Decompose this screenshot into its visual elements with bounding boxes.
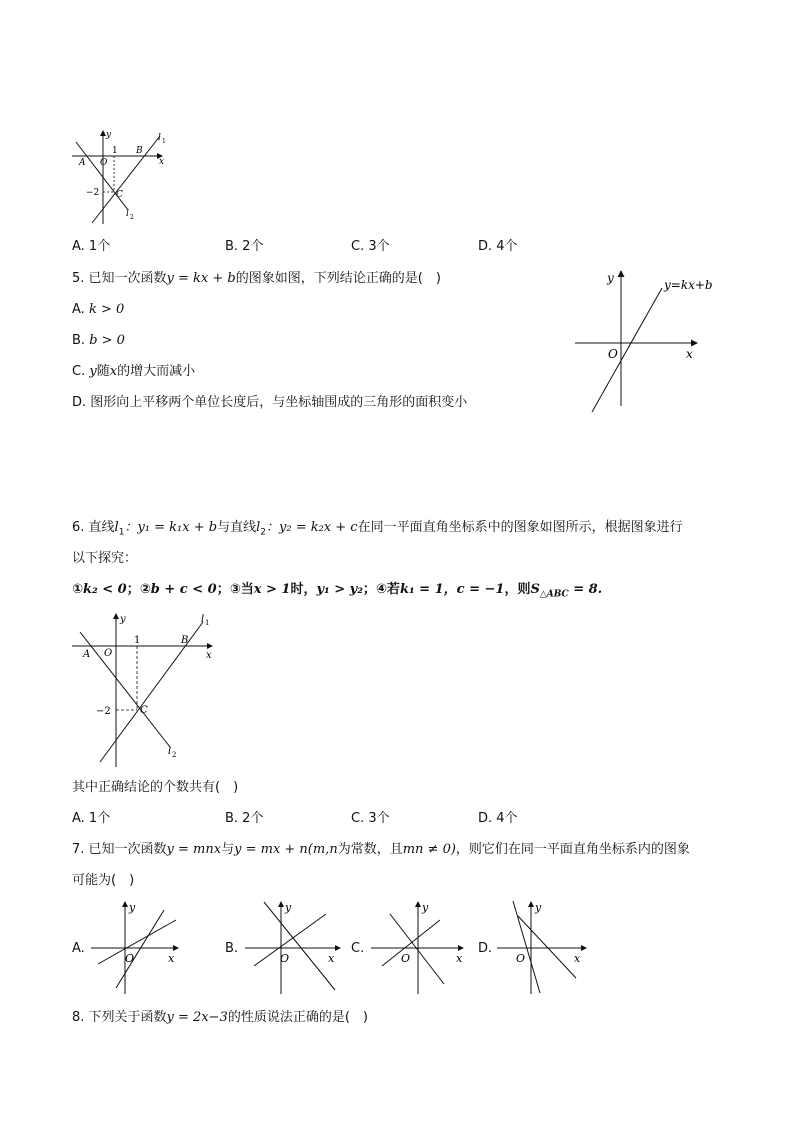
o-label: O (104, 648, 113, 659)
x-label: x (686, 347, 693, 361)
l2-sub: 2 (172, 751, 177, 759)
q5-option-d[interactable]: D. 图形向上平移两个单位长度后，与坐标轴围成的三角形的面积变小 (72, 395, 468, 410)
line-2 (390, 914, 444, 984)
b-label: B (136, 146, 143, 156)
a-label: A (83, 649, 91, 660)
q6-option-a[interactable]: A. 1个 (72, 811, 111, 826)
q7-graph-a[interactable] (88, 898, 188, 998)
q4-option-a[interactable]: A. 1个 (72, 239, 111, 254)
line-1 (513, 901, 540, 993)
l2-sub: 2 (130, 214, 134, 221)
x-label: x (168, 952, 175, 965)
one-label: 1 (112, 146, 118, 156)
line-1 (254, 914, 326, 966)
x-label: x (159, 157, 165, 167)
y-label: y (422, 901, 429, 914)
q6-stem-line1: 6. 直线$l_1$：y₁ = k₁x + b与直线$l_2$：y₂ = k₂x + c在同一平面直角坐标系中的图象如图所示，根据图象进行 (72, 520, 683, 538)
q7-option-d-label[interactable]: D. (478, 941, 493, 956)
b-label: B (181, 635, 189, 646)
y-label: y (106, 130, 112, 140)
c-label: C (140, 705, 148, 716)
q5-stem: 5. 已知一次函数y = kx + b的图象如图，下列结论正确的是( ) (72, 271, 441, 286)
q6-figure (70, 612, 220, 772)
neg2-label: −2 (96, 706, 111, 717)
q6-stem-line2: 以下探究： (72, 551, 138, 566)
o-label: O (100, 158, 108, 168)
o-label: O (125, 952, 135, 965)
line-2 (116, 910, 164, 988)
line-l2 (80, 632, 170, 747)
q6-statements: ①k₂ < 0；②b + c < 0；③当x > 1时，y₁ > y₂；④若k₁ = 1，c = −1，则$S_{\triangle ABC} = 8$. (72, 582, 603, 600)
q7-option-b-label[interactable]: B. (225, 941, 239, 956)
one-label: 1 (134, 635, 141, 646)
q4-option-b[interactable]: B. 2个 (225, 239, 264, 254)
q4-option-c[interactable]: C. 3个 (351, 239, 390, 254)
q4-option-d[interactable]: D. 4个 (478, 239, 518, 254)
y-label: y (120, 614, 126, 625)
l1-sub: 1 (162, 138, 166, 145)
q7-graph-b[interactable] (242, 898, 342, 998)
y-label: y (129, 901, 136, 914)
x-label: x (574, 952, 581, 965)
l1-sub: 1 (205, 619, 210, 627)
l1-label: l (158, 133, 161, 143)
c-label: C (116, 190, 123, 200)
q6-option-c[interactable]: C. 3个 (351, 811, 390, 826)
q7-graph-d[interactable] (494, 898, 594, 998)
a-label: A (79, 158, 86, 168)
y-label: y (285, 901, 292, 914)
q5-option-c[interactable]: C. y随x的增大而减小 (72, 364, 196, 379)
line-kx-b (592, 288, 662, 412)
x-label: x (206, 650, 212, 661)
q6-option-d[interactable]: D. 4个 (478, 811, 518, 826)
q5-option-a[interactable]: A. k > 0 (72, 302, 125, 317)
x-label: x (456, 952, 463, 965)
o-label: O (608, 347, 618, 361)
y-label: y (535, 901, 542, 914)
l2-label: l (126, 209, 129, 219)
l2-label: l (168, 746, 172, 757)
q7-graph-c[interactable] (368, 898, 468, 998)
line-1 (382, 920, 440, 966)
eq-label: y=kx+b (664, 278, 713, 292)
q5-figure (570, 268, 730, 418)
q7-stem-line2: 可能为( ) (72, 873, 135, 888)
x-label: x (328, 952, 335, 965)
q7-option-c-label[interactable]: C. (351, 941, 365, 956)
q4-figure (70, 128, 170, 228)
q8-stem: 8. 下列关于函数y = 2x−3的性质说法正确的是( ) (72, 1010, 368, 1025)
neg2-label: −2 (86, 188, 100, 198)
q5-option-b[interactable]: B. b > 0 (72, 333, 125, 348)
o-label: O (401, 952, 411, 965)
o-label: O (516, 952, 526, 965)
line-1 (98, 920, 176, 964)
y-label: y (607, 271, 614, 285)
q6-question: 其中正确结论的个数共有( ) (72, 780, 239, 795)
o-label: O (280, 952, 290, 965)
q7-stem-line1: 7. 已知一次函数y = mnx与y = mx + n(m,n为常数，且mn ≠ 0)，则它们在同一平面直角坐标系内的图象 (72, 842, 690, 857)
q7-option-a-label[interactable]: A. (72, 941, 85, 956)
l1-label: l (201, 614, 205, 625)
q6-option-b[interactable]: B. 2个 (225, 811, 264, 826)
